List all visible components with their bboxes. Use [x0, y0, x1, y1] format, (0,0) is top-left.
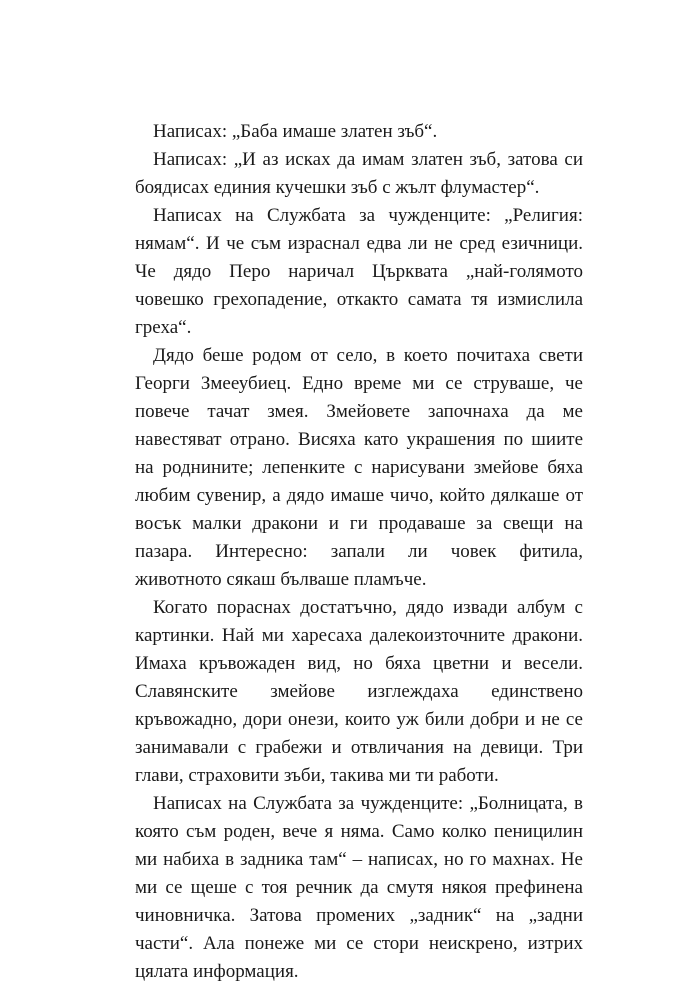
text-line: човешко грехопадение, откакто самата тя измислила [135, 289, 583, 310]
text-line: нямам“. И че съм израснал едва ли не сред езичници. [135, 233, 583, 254]
text-line: Че дядо Перо наричал Църквата „най-голямото [135, 261, 583, 282]
text-block [117, 118, 583, 986]
text-line: Георги Змееубиец. Едно време ми се струваше, че [135, 373, 583, 394]
text-line: Имаха кръвожаден вид, но бяха цветни и весели. [135, 653, 583, 674]
text-line: чиновничка. Затова промених „задник“ на „задни [135, 905, 583, 926]
text-line: на роднините; лепенките с нарисувани змейове бяха [135, 457, 583, 478]
text-line: любим сувенир, а дядо имаше чичо, който дялкаше от [135, 485, 583, 506]
text-line: кръвожадно, дори онези, които уж били добри и не се [135, 709, 583, 730]
text-line: навестяват отрано. Висяха като украшения по шиите [135, 429, 583, 450]
text-line: греха“. [135, 317, 192, 338]
text-line: ми се щеше с тоя речник да смутя някоя префинена [135, 877, 583, 898]
text-line: Написах на Службата за чужденците: „Болницата, в [153, 793, 583, 814]
text-line: Написах: „И аз исках да имам златен зъб, затова си [153, 149, 583, 170]
text-line: Дядо беше родом от село, в което почитаха свети [153, 345, 583, 366]
paragraph [117, 146, 583, 202]
paragraph [117, 594, 583, 790]
text-line: животното сякаш бълваше пламъче. [135, 569, 427, 590]
text-line: Написах: „Баба имаше златен зъб“. [153, 121, 438, 142]
text-line: пазара. Интересно: запали ли човек фитила, [135, 541, 583, 562]
paragraph [117, 790, 583, 986]
text-line: восък малки дракони и ги продаваше за свещи на [135, 513, 583, 534]
text-line: Когато пораснах достатъчно, дядо извади албум с [153, 597, 583, 618]
text-line: части“. Ала понеже ми се стори неискрено, изтрих [135, 933, 583, 954]
text-line: занимавали с грабежи и отвличания на девици. Три [135, 737, 583, 758]
text-line: Написах на Службата за чужденците: „Религия: [153, 205, 583, 226]
text-line: картинки. Най ми харесаха далекоизточните дракони. [135, 625, 583, 646]
text-line: ми набиха в задника там“ – написах, но го махнах. Не [135, 849, 583, 870]
text-line: глави, страховити зъби, такива ми ти работи. [135, 765, 499, 786]
text-line: боядисах единия кучешки зъб с жълт флумастер“. [135, 177, 540, 198]
text-line: която съм роден, вече я няма. Само колко пеницилин [135, 821, 583, 842]
paragraph [117, 342, 583, 594]
text-line: цялата информация. [135, 961, 299, 982]
paragraph [117, 202, 583, 342]
text-line: повече тачат змея. Змейовете започнаха да ме [135, 401, 583, 422]
paragraph [117, 118, 583, 146]
text-line: Славянските змейове изглеждаха единствено [135, 681, 583, 702]
